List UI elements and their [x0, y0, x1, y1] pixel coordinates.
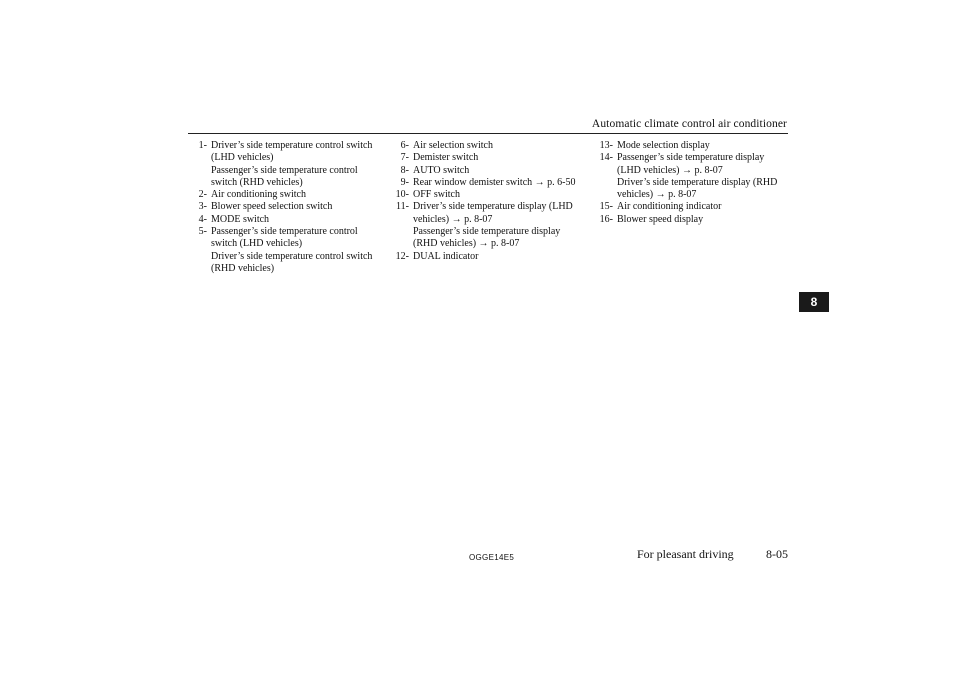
legend-item-text: Passenger’s side temperature display (LHD vehicles) → p. 8-07 Driver’s side temperature display (RHD vehicles) → p. 8-07	[617, 152, 778, 201]
legend-column-3	[586, 140, 786, 226]
legend-item	[385, 201, 585, 250]
footer-section-title: For pleasant driving	[637, 547, 734, 561]
legend-item	[385, 165, 585, 177]
legend-item-text: Driver’s side temperature control switch (LHD vehicles) Passenger’s side temperature control switch (RHD vehicles)	[211, 140, 373, 188]
legend-item	[197, 201, 392, 213]
legend-item-text: MODE switch	[211, 213, 270, 225]
legend-item	[586, 152, 786, 201]
legend-column-2	[385, 140, 585, 263]
legend-item-number: 2-	[198, 189, 207, 201]
legend-column-1	[197, 140, 392, 275]
legend-item-number: 11-	[396, 201, 409, 213]
legend-item-text: AUTO switch	[413, 164, 470, 176]
legend-item-number: 5-	[198, 226, 207, 238]
legend-item-number: 4-	[198, 213, 207, 225]
legend-item	[197, 140, 392, 189]
legend-item	[197, 214, 392, 226]
legend-item	[197, 189, 392, 201]
legend-item	[385, 177, 585, 189]
legend-item	[385, 189, 585, 201]
legend-item-text: Blower speed display	[617, 213, 704, 225]
legend-item	[586, 140, 786, 152]
legend-item-text: DUAL indicator	[413, 250, 479, 262]
legend-item-number: 8-	[400, 164, 409, 176]
legend-item-text: Blower speed selection switch	[211, 201, 333, 213]
legend-item-number: 13-	[599, 140, 613, 151]
legend-item-text: Air conditioning switch	[211, 189, 306, 201]
document-code: OGGE14E5	[469, 553, 515, 562]
legend-item	[197, 226, 392, 275]
legend-item-text: Air selection switch	[413, 140, 493, 151]
legend-item-text: Mode selection display	[617, 140, 710, 151]
chapter-tab: 8	[799, 292, 829, 312]
legend-item-number: 16-	[599, 213, 613, 225]
legend-item-number: 7-	[400, 152, 409, 164]
legend-item-number: 1-	[198, 140, 207, 151]
legend-item-text: Passenger’s side temperature control switch (LHD vehicles) Driver’s side temperature control switch (RHD vehicles)	[211, 226, 373, 274]
legend-item	[586, 214, 786, 226]
legend-item-number: 3-	[198, 201, 207, 213]
legend-item-number: 12-	[395, 250, 409, 262]
legend-item	[385, 152, 585, 164]
page-header-title: Automatic climate control air conditioner	[591, 118, 787, 130]
legend-item-text: Rear window demister switch → p. 6-50	[413, 176, 576, 188]
legend-item	[586, 201, 786, 213]
legend-item	[385, 140, 585, 152]
header-rule	[188, 133, 788, 134]
page-number: 8-05	[766, 547, 788, 561]
legend-item	[385, 251, 585, 263]
legend-item-number: 15-	[599, 201, 613, 213]
legend-item-number: 9-	[400, 176, 409, 188]
legend-item-number: 14-	[599, 152, 613, 164]
legend-item-text: Driver’s side temperature display (LHD vehicles) → p. 8-07 Passenger’s side temperature display (RHD vehicles) → p. 8-07	[413, 201, 573, 250]
legend-item-text: OFF switch	[413, 189, 460, 201]
legend-item-text: Demister switch	[413, 152, 479, 164]
legend-item-number: 10-	[395, 189, 409, 201]
legend-item-text: Air conditioning indicator	[617, 201, 722, 213]
legend-item-number: 6-	[400, 140, 409, 151]
